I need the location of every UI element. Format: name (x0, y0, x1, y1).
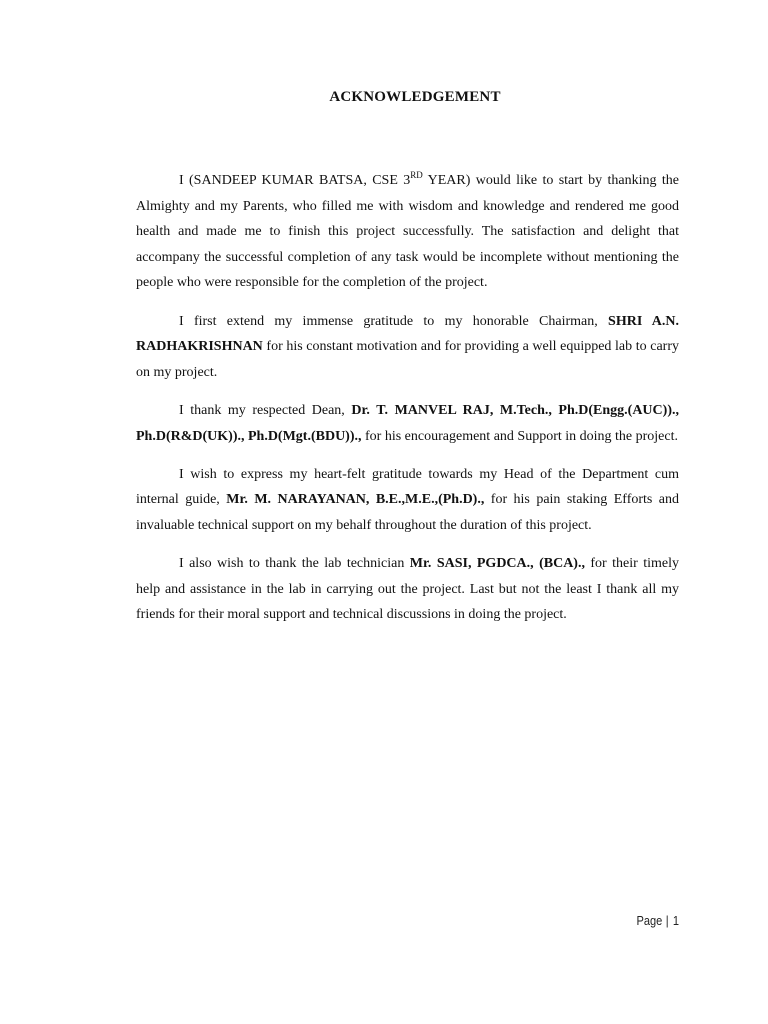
page-label: Page (636, 913, 663, 928)
paragraph-2-text-1: I first extend my immense gratitude to my honorable Chairman, (179, 313, 609, 329)
paragraph-4-text-1: I wish to express my heart-felt gratitude towards my Head of the Department cum internal guide, (136, 466, 679, 508)
paragraph-3-text-2: for his encouragement and Support in doing the project. (361, 428, 678, 444)
paragraph-1-text-1: I (SANDEEP KUMAR BATSA, CSE 3 (179, 173, 411, 188)
paragraph-4-text-2: for his pain staking Efforts and invaluable technical support on my behalf throughout the duration of this project. (136, 492, 680, 533)
page-footer (637, 913, 680, 928)
paragraph-1 (136, 168, 679, 296)
page-separator: | (665, 913, 669, 928)
paragraph-3-bold-name: Dr. T. MANVEL RAJ, M.Tech., Ph.D(Engg.(AUC))., Ph.D(R&D(UK))., Ph.D(Mgt.(BDU))., (136, 402, 679, 444)
paragraph-5-bold-name: Mr. SASI, PGDCA., (BCA)., (409, 556, 585, 572)
paragraph-5 (136, 551, 679, 628)
paragraph-5-text-1: I also wish to thank the lab technician (179, 556, 410, 572)
body-text (136, 168, 679, 640)
paragraph-4-bold-name: Mr. M. NARAYANAN, B.E.,M.E.,(Ph.D)., (226, 492, 485, 508)
paragraph-5-text-2: for their timely help and assistance in the lab in carrying out the project. Last but not the least I thank all my friends for their moral support and technical discussions in doing the project. (136, 556, 679, 623)
page-title: ACKNOWLEDGEMENT (329, 89, 501, 105)
paragraph-2-text-2: for his constant motivation and for providing a well equipped lab to carry on my project. (136, 339, 679, 380)
paragraph-2-bold-name: SHRI A.N. RADHAKRISHNAN (136, 313, 679, 355)
paragraph-4 (136, 462, 679, 539)
paragraph-1-text-2: YEAR) would like to start by thanking the Almighty and my Parents, who filled me with wisdom and knowledge and rendered me good health and made me to finish this project successfully. The satisfaction and delight that accompany the successful completion of any task would be incomplete without mentioning the people who were responsible for the completion of the project. (136, 173, 680, 291)
paragraph-3 (136, 398, 679, 449)
paragraph-3-text-1: I thank my respected Dean, (179, 402, 352, 418)
page-number: 1 (672, 913, 679, 928)
paragraph-2 (136, 309, 679, 386)
paragraph-1-superscript: RD (410, 170, 423, 180)
